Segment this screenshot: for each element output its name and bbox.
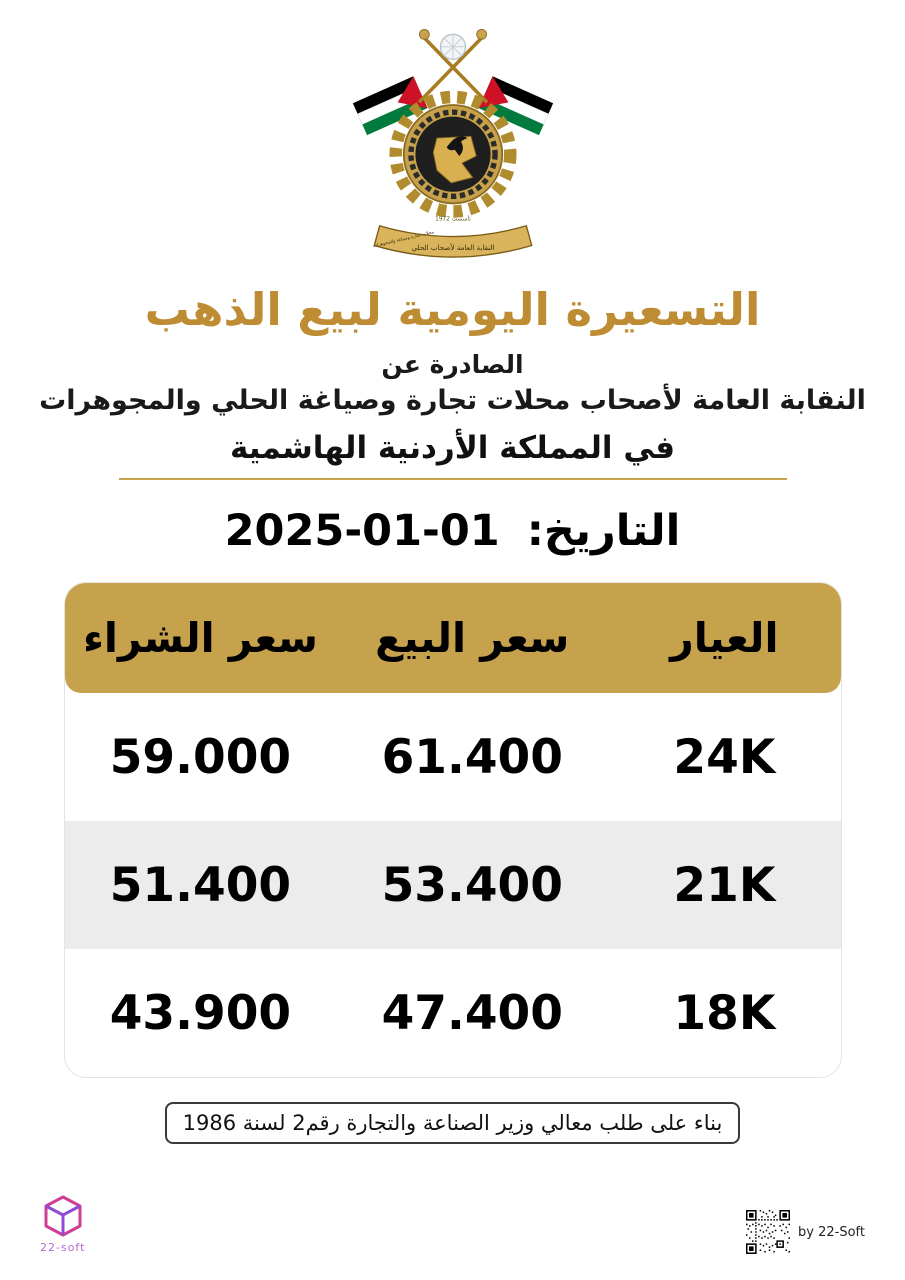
gold-divider bbox=[119, 478, 787, 480]
issued-by-line: الصادرة عن bbox=[381, 350, 524, 379]
diamond-icon bbox=[440, 34, 465, 59]
table-row-21k bbox=[65, 821, 841, 949]
qr-code-icon bbox=[746, 1210, 790, 1254]
price-table bbox=[64, 582, 842, 1078]
ribbon-text: النقابة العامة لأصحاب الحلي bbox=[411, 242, 494, 252]
karat-value: 21K bbox=[673, 857, 776, 913]
karat-value: 18K bbox=[673, 985, 776, 1041]
syndicate-logo bbox=[0, 0, 905, 279]
sell-price-value: 47.400 bbox=[381, 985, 563, 1041]
regulation-note: بناء على طلب معالي وزير الصناعة والتجارة رقم2 لسنة 1986 bbox=[165, 1102, 741, 1144]
credit-text: by 22-Soft bbox=[798, 1224, 865, 1240]
column-header-sell-price: سعر البيع bbox=[375, 614, 570, 662]
sell-price-value: 61.400 bbox=[381, 729, 563, 785]
kingdom-line: في المملكة الأردنية الهاشمية bbox=[229, 430, 675, 466]
buy-price-value: 43.900 bbox=[109, 985, 292, 1041]
brand-block bbox=[40, 1195, 85, 1254]
date-value: 01-01-2025 bbox=[224, 506, 500, 556]
table-row-24k bbox=[65, 693, 841, 821]
buy-price-value: 59.000 bbox=[109, 729, 292, 785]
syndicate-emblem-icon bbox=[303, 20, 603, 275]
side-ribbon-text: محلات تجارة وصياغة والمجوهرات bbox=[372, 230, 435, 250]
column-header-buy-price: سعر الشراء bbox=[82, 614, 318, 662]
credit-block bbox=[746, 1210, 865, 1254]
page-title: التسعيرة اليومية لبيع الذهب bbox=[144, 283, 761, 336]
column-header-karat: العيار bbox=[670, 614, 779, 662]
date-line bbox=[0, 506, 905, 556]
table-header-row bbox=[65, 583, 841, 693]
buy-price-value: 51.400 bbox=[109, 857, 292, 913]
established-text: تأسست 1972 bbox=[434, 216, 471, 223]
footer bbox=[0, 1195, 905, 1254]
ribbon-banner bbox=[372, 214, 531, 257]
brand-cube-icon bbox=[43, 1195, 83, 1239]
organization-line: النقابة العامة لأصحاب محلات تجارة وصياغة الحلي والمجوهرات bbox=[39, 385, 866, 416]
table-row-18k bbox=[65, 949, 841, 1077]
date-label: التاريخ: bbox=[526, 506, 681, 556]
karat-value: 24K bbox=[673, 729, 776, 785]
sell-price-value: 53.400 bbox=[381, 857, 563, 913]
brand-label: 22-soft bbox=[40, 1241, 86, 1254]
